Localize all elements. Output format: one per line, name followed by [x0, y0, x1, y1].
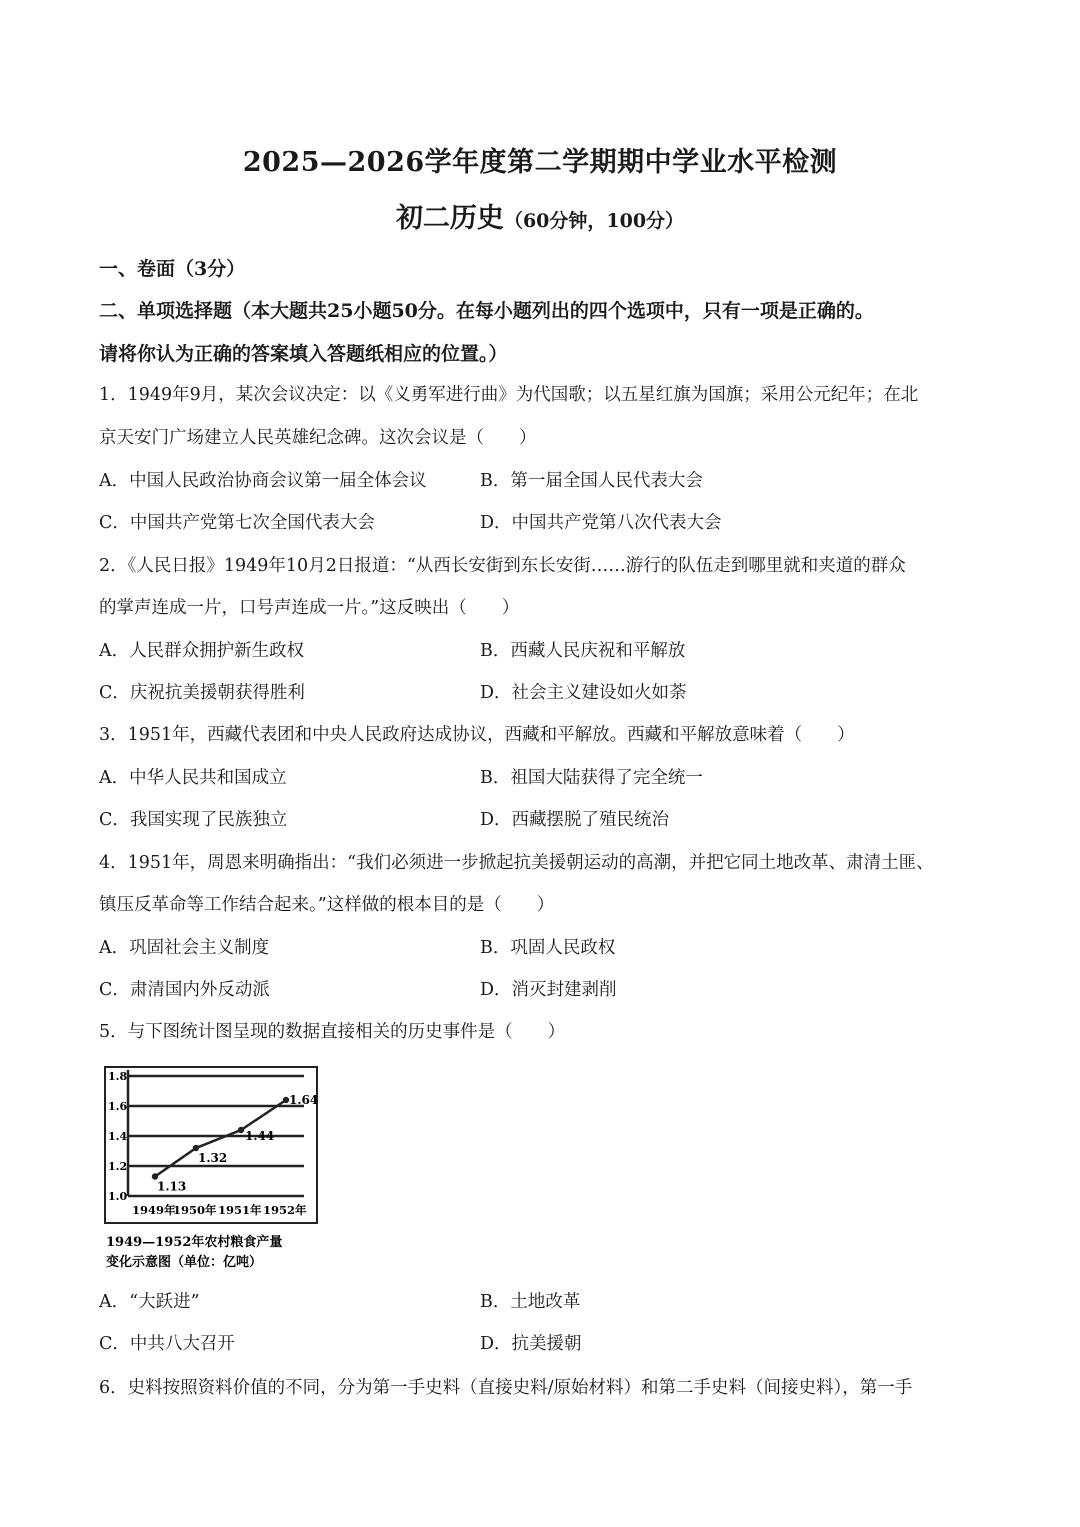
q5-option-b: B．土地改革: [480, 1292, 581, 1312]
section-1-heading: 一、卷面（3分）: [99, 258, 246, 280]
q4-stem-line1: 4．1951年，周恩来明确指出：“我们必须进一步掀起抗美援朝运动的高潮，并把它同土地改革、肃清土匪、: [99, 853, 934, 873]
q3-stem-line1: 3．1951年，西藏代表团和中央人民政府达成协议，西藏和平解放。西藏和平解放意味着（ ）: [99, 725, 855, 745]
chart-y-tick-label: 1.4: [108, 1130, 128, 1143]
q1-option-c: C．中国共产党第七次全国代表大会: [99, 513, 375, 533]
chart-data-label: 1.64: [289, 1093, 319, 1107]
q4-option-b: B．巩固人民政权: [480, 938, 616, 958]
chart-caption-line1: 1949—1952年农村粮食产量: [106, 1235, 283, 1250]
chart-caption-line2: 变化示意图（单位：亿吨）: [106, 1255, 263, 1270]
q1-option-a: A．中国人民政治协商会议第一届全体会议: [99, 471, 427, 491]
chart-x-tick-label: 1950年: [173, 1203, 217, 1217]
q2-option-a: A．人民群众拥护新生政权: [99, 641, 305, 661]
q5-option-a: A．“大跃进”: [99, 1292, 200, 1312]
exam-subject: [0, 196, 1080, 235]
subject-note: （60分钟，100分）: [503, 210, 685, 232]
q3-option-b: B．祖国大陆获得了完全统一: [480, 768, 703, 788]
chart-x-tick-label: 1951年: [218, 1203, 262, 1217]
q4-option-d: D．消灭封建剥削: [480, 980, 617, 1000]
chart-y-tick-label: 1.2: [108, 1160, 128, 1173]
chart-data-label: 1.13: [157, 1179, 187, 1194]
q2-option-d: D．社会主义建设如火如荼: [480, 683, 687, 703]
q5-option-c: C．中共八大召开: [99, 1334, 235, 1354]
q2-option-b: B．西藏人民庆祝和平解放: [480, 641, 686, 661]
q2-option-c: C．庆祝抗美援朝获得胜利: [99, 683, 305, 703]
q1-option-d: D．中国共产党第八次代表大会: [480, 513, 722, 533]
q1-option-b: B．第一届全国人民代表大会: [480, 471, 703, 491]
chart-frame: [105, 1067, 317, 1223]
q5-stem-line1: 5．与下图统计图呈现的数据直接相关的历史事件是（ ）: [99, 1022, 566, 1042]
chart-y-tick-label: 1.6: [108, 1100, 128, 1113]
q1-stem-line2: 京天安门广场建立人民英雄纪念碑。这次会议是（ ）: [99, 428, 537, 448]
section-2-heading-line1: 二、单项选择题（本大题共25小题50分。在每小题列出的四个选项中，只有一项是正确的。: [99, 300, 874, 322]
q4-stem-line2: 镇压反革命等工作结合起来。”这样做的根本目的是（ ）: [99, 895, 555, 915]
q4-option-c: C．肃清国内外反动派: [99, 980, 270, 1000]
q3-option-c: C．我国实现了民族独立: [99, 810, 288, 830]
section-2-heading-line2: 请将你认为正确的答案填入答题纸相应的位置。）: [99, 343, 508, 365]
chart-y-tick-label: 1.8: [108, 1070, 128, 1083]
chart-data-label: 1.32: [198, 1151, 228, 1165]
chart-x-tick-label: 1949年: [132, 1203, 176, 1217]
chart-data-label: 1.44: [245, 1129, 275, 1143]
q2-stem-line1: 2．《人民日报》1949年10月2日报道：“从西长安街到东长安街……游行的队伍走到哪里就和夹道的群众: [99, 556, 906, 576]
subject-name: 初二历史: [395, 203, 504, 234]
chart-data-point: [238, 1127, 244, 1133]
q5-option-d: D．抗美援朝: [480, 1334, 582, 1354]
exam-title: 2025—2026学年度第二学期期中学业水平检测: [242, 147, 838, 178]
q3-option-d: D．西藏摆脱了殖民统治: [480, 810, 670, 830]
q6-stem-line1: 6．史料按照资料价值的不同，分为第一手史料（直接史料/原始材料）和第二手史料（间接史料），第一手: [99, 1378, 913, 1398]
q3-option-a: A．中华人民共和国成立: [99, 768, 287, 788]
grain-output-chart: [98, 1062, 323, 1272]
q2-stem-line2: 的掌声连成一片，口号声连成一片。”这反映出（ ）: [99, 598, 520, 618]
q1-stem-line1: 1．1949年9月，某次会议决定：以《义勇军进行曲》为代国歌；以五星红旗为国旗；采用公元纪年；在北: [99, 385, 919, 405]
q4-option-a: A．巩固社会主义制度: [99, 938, 270, 958]
chart-x-tick-label: 1952年: [263, 1203, 307, 1217]
chart-y-tick-label: 1.0: [108, 1190, 128, 1203]
